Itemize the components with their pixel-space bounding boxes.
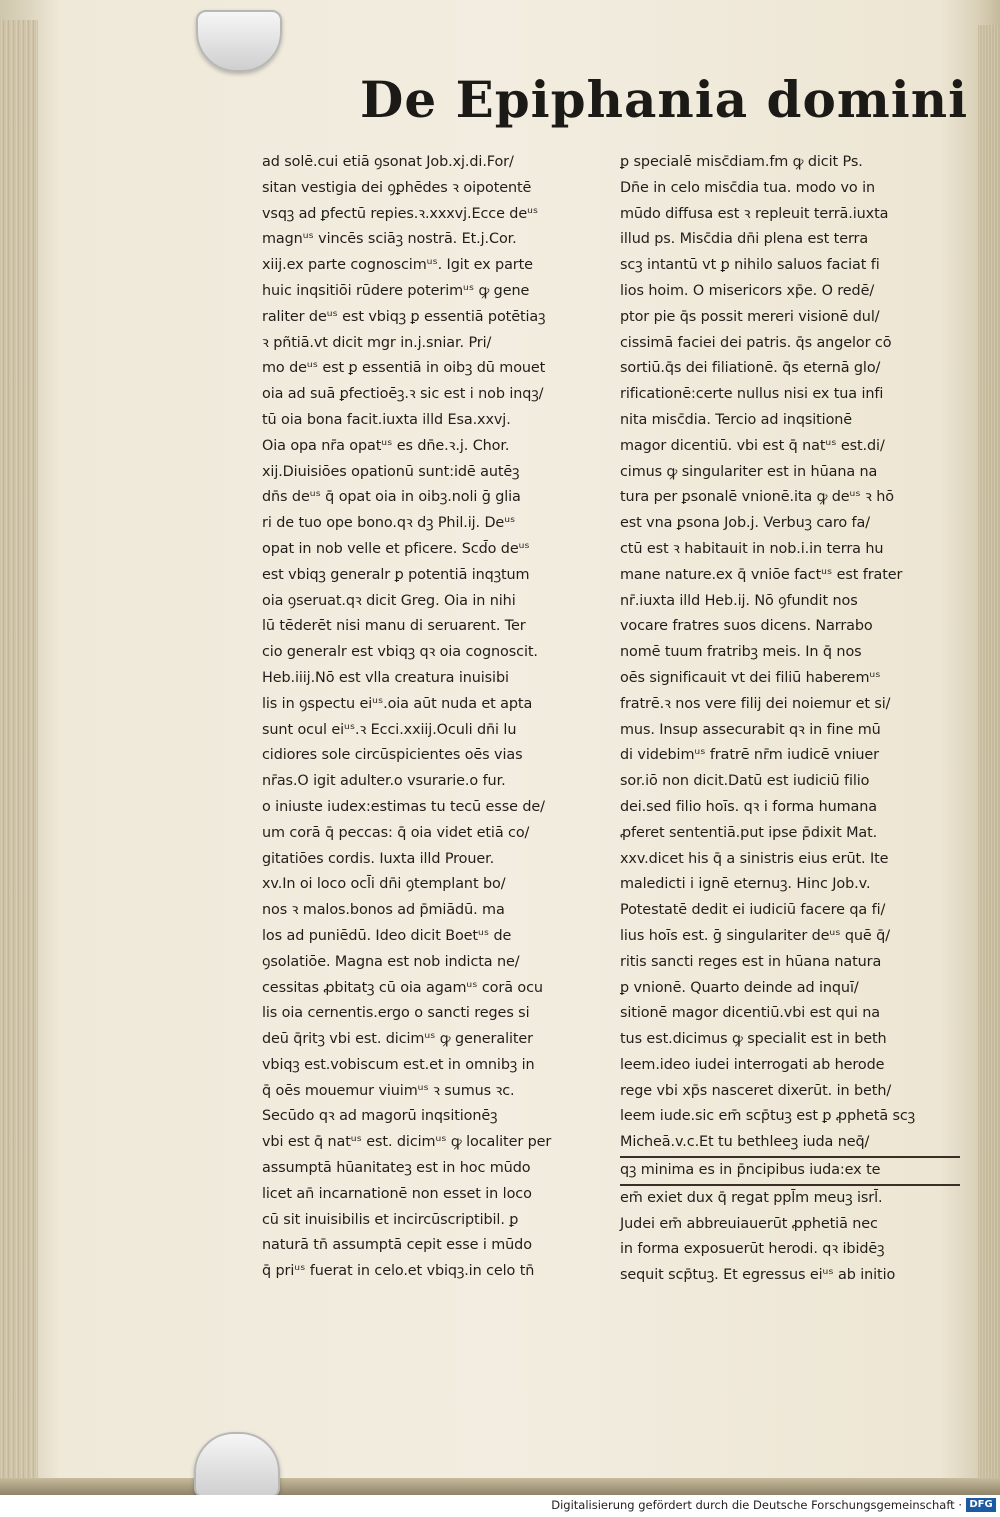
text-line: leem.ideo iudei interrogati ab herode (620, 1056, 885, 1073)
text-line: nr̄.iuxta illd Heb.ij. Nō ꝯfundit nos (620, 592, 858, 609)
text-line: xv.In oi loco ocl̄i dn̄i ꝯtemplant bo/ (262, 876, 506, 893)
text-line: magor dicentiū. vbi est q̄ natᵘˢ est.di/ (620, 437, 885, 454)
text-line: cio generalr est vbiqꝫ qꝛ oia cognoscit. (262, 644, 538, 661)
text-column-left (262, 150, 602, 1280)
text-line: ri de tuo ope bono.qꝛ dꝫ Phil.ij. Deᵘˢ (262, 515, 516, 532)
text-column-right (620, 150, 960, 1284)
text-line: di videbimᵘˢ fratrē nr̄m iudicē vniuer (620, 747, 879, 764)
text-line: sequit scp̄tuꝫ. Et egressus eiᵘˢ ab initio (620, 1267, 896, 1284)
text-line: naturā tn̄ assumptā cepit esse i mūdo (262, 1237, 532, 1254)
text-line: um corā q̄ peccas: q̄ oia videt etiā co/ (262, 824, 530, 841)
text-line: cissimā faciei dei patris. q̄s angelor cō (620, 334, 892, 351)
text-line: Secūdo qꝛ ad magorū inqsitionēꝫ (262, 1108, 498, 1125)
text-line: xxv.dicet his q̄ a sinistris eius erūt. Ite (620, 850, 889, 867)
text-line: mo deᵘˢ est ꝑ essentiā in oibꝫ dū mouet (262, 360, 546, 377)
text-line: in forma exposuerūt herodi. qꝛ ibidēꝫ (620, 1241, 885, 1258)
text-line: rificationē:certe nullus nisi ex tua infi (620, 386, 884, 403)
text-line: mus. Insup assecurabit qꝛ in fine mū (620, 721, 881, 738)
text-line: cidiores sole circūspicientes oēs vias (262, 747, 523, 764)
text-line: qꝫ minima es in p̄ncipibus iuda:ex te (620, 1158, 960, 1186)
text-line: ptor pie q̄s possit mereri visionē dul/ (620, 308, 880, 325)
text-line: sor.iō non dicit.Datū est iudiciū filio (620, 773, 870, 790)
text-line: oia ad suā ꝑfectioēꝫ.ꝛ sic est i nob inqꝫ/ (262, 386, 544, 403)
text-line: nos ꝛ malos.bonos ad p̄miādū. ma (262, 902, 505, 919)
text-line: dn̄s deᵘˢ q̄ opat oia in oibꝫ.noli ḡ glia (262, 489, 521, 506)
text-line: nomē tuum fratribꝫ meis. In q̄ nos (620, 644, 862, 661)
text-line: cessitas ꝓbitatꝫ cū oia agamᵘˢ corā ocu (262, 979, 543, 996)
text-line: sortiū.q̄s dei filiationē. q̄s eternā glo/ (620, 360, 881, 377)
text-line: ꝛ pñtiā.vt dicit mgr in.j.sniar. Pri/ (262, 334, 492, 351)
text-line: lis oia cernentis.ergo o sancti reges si (262, 1005, 530, 1022)
text-line: assumptā hūanitateꝫ est in hoc mūdo (262, 1160, 531, 1177)
text-line: cū sit inuisibilis et incircūscriptibil. ꝑ (262, 1211, 519, 1228)
text-line: vsqꝫ ad ꝑfectū repies.ꝛ.xxxvj.Ecce deᵘˢ (262, 205, 539, 222)
text-line: lius hoīs est. ḡ singulariter deᵘˢ quē q̄/ (620, 927, 890, 944)
text-line: ꝑ specialē misc̄diam.fm ꝙ dicit Ps. (620, 154, 863, 170)
page-clip-bottom (194, 1432, 280, 1498)
text-line: ꝓferet sententiā.put ipse p̄dixit Mat. (620, 824, 878, 841)
book-edge-right (978, 25, 1000, 1480)
text-line: maledicti i ignē eternuꝫ. Hinc Job.v. (620, 876, 871, 893)
text-line: est vbiqꝫ generalr ꝑ potentiā inqꝫtum (262, 566, 530, 583)
text-line: oia ꝯseruat.qꝛ dicit Greg. Oia in nihi (262, 592, 516, 609)
text-line: mūdo diffusa est ꝛ repleuit terrā.iuxta (620, 205, 889, 222)
page-title: De Epiphania domini (360, 70, 969, 129)
text-line: o iniuste iudex:estimas tu tecū esse de/ (262, 798, 545, 815)
text-line: licet an̄ incarnationē non esset in loco (262, 1185, 532, 1202)
text-line: cimus ꝙ singulariter est in hūana na (620, 463, 878, 480)
text-line: sitan vestigia dei ꝯꝑhēdes ꝛ oipotentē (262, 179, 532, 196)
text-line: leem iude.sic em̄ scp̄tuꝫ est ꝑ ꝓphetā scꝫ (620, 1108, 915, 1125)
text-line: Micheā.v.c.Et tu bethleeꝫ iuda neq̄/ (620, 1130, 960, 1158)
text-line: ꝑ vnionē. Quarto deinde ad inquī/ (620, 979, 859, 996)
text-line: vbi est q̄ natᵘˢ est. dicimᵘˢ ꝙ localiter per (262, 1134, 552, 1151)
text-line: Potestatē dedit ei iudiciū facere qa fi/ (620, 902, 886, 919)
text-line: tū oia bona facit.iuxta illd Esa.xxvj. (262, 411, 511, 428)
text-line: dei.sed filio hoīs. qꝛ i forma humana (620, 798, 877, 815)
text-line: lis in ꝯspectu eiᵘˢ.oia aūt nuda et apta (262, 695, 533, 712)
text-line: deū q̄ritꝫ vbi est. dicimᵘˢ ꝙ generaliter (262, 1031, 533, 1048)
text-line: gitatiōes cordis. Iuxta illd Prouer. (262, 850, 495, 867)
text-line: Heb.iiij.Nō est vlla creatura inuisibi (262, 669, 509, 686)
text-line: tura per ꝑsonalē vnionē.ita ꝙ deᵘˢ ꝛ hō (620, 489, 894, 506)
text-line: rege vbi xp̄s nasceret dixerūt. in beth/ (620, 1082, 892, 1099)
text-line: mane nature.ex q̄ vniōe factᵘˢ est frater (620, 566, 903, 583)
text-line: huic inqsitiōi rūdere poterimᵘˢ ꝙ gene (262, 282, 530, 299)
text-line: vbiqꝫ est.vobiscum est.et in omnibꝫ in (262, 1056, 535, 1073)
text-line: ctū est ꝛ habitauit in nob.i.in terra hu (620, 540, 884, 557)
text-line: oēs significauit vt dei filiū haberemᵘˢ (620, 669, 881, 686)
text-line: lios hoim. O misericors xp̄e. O redē/ (620, 282, 875, 299)
text-line: xiij.ex parte cognoscimᵘˢ. Igit ex parte (262, 257, 533, 274)
text-line: vocare fratres suos dicens. Narrabo (620, 618, 873, 635)
text-line: Oia opa nr̄a opatᵘˢ es dn̄e.ꝛ.j. Chor. (262, 437, 510, 454)
text-line: nita misc̄dia. Tercio ad inqsitionē (620, 411, 853, 428)
text-line: lū tēderēt nisi manu di seruarent. Ter (262, 618, 526, 635)
text-line: scꝫ intantū vt ꝑ nihilo saluos faciat fi (620, 257, 880, 274)
text-line: sunt ocul eiᵘˢ.ꝛ Ecci.xxiij.Oculi dn̄i lu (262, 721, 517, 738)
text-line: ritis sancti reges est in hūana natura (620, 953, 882, 970)
page-bottom-shadow (0, 1478, 1000, 1495)
text-line: sitionē magor dicentiū.vbi est qui na (620, 1005, 880, 1022)
text-line: q̄ oēs mouemur viuimᵘˢ ꝛ sumus ꝛc. (262, 1082, 515, 1099)
text-line: Dn̄e in celo misc̄dia tua. modo vo in (620, 179, 875, 196)
text-line: los ad puniēdū. Ideo dicit Boetᵘˢ de (262, 927, 512, 944)
text-line: q̄ priᵘˢ fuerat in celo.et vbiqꝫ.in celo tn̄ (262, 1263, 535, 1280)
text-line: xij.Diuisiōes opationū sunt:idē autēꝫ (262, 463, 520, 480)
text-line: magnᵘˢ vincēs sciāꝫ nostrā. Et.j.Cor. (262, 231, 517, 248)
text-line: raliter deᵘˢ est vbiqꝫ ꝑ essentiā potētiaꝫ (262, 308, 546, 325)
text-line: Judei em̄ abbreuiauerūt ꝓphetiā nec (620, 1215, 878, 1232)
text-line: est vna ꝑsona Job.j. Verbuꝫ caro fa/ (620, 515, 870, 532)
text-line: em̄ exiet dux q̄ regat ppl̄m meuꝫ isrl̄. (620, 1189, 883, 1206)
text-line: nr̄as.O igit adulter.o vsurarie.o fur. (262, 773, 506, 790)
text-line: illud ps. Misc̄dia dn̄i plena est terra (620, 231, 869, 248)
text-line: opat in nob velle et pficere. Scd̄o deᵘˢ (262, 540, 530, 557)
text-line: ad solē.cui etiā ꝯsonat Job.xj.di.For/ (262, 154, 514, 170)
footer-bar (0, 1495, 1000, 1517)
dfg-logo: DFG (966, 1498, 996, 1512)
book-edge-left (0, 20, 38, 1480)
text-line: ꝯsolatiōe. Magna est nob indicta ne/ (262, 953, 520, 970)
footer-credit: Digitalisierung gefördert durch die Deutsche Forschungsgemeinschaft · (551, 1498, 962, 1512)
text-line: fratrē.ꝛ nos vere filij dei noiemur et si/ (620, 695, 891, 712)
text-line: tus est.dicimus ꝙ specialit est in beth (620, 1031, 887, 1048)
